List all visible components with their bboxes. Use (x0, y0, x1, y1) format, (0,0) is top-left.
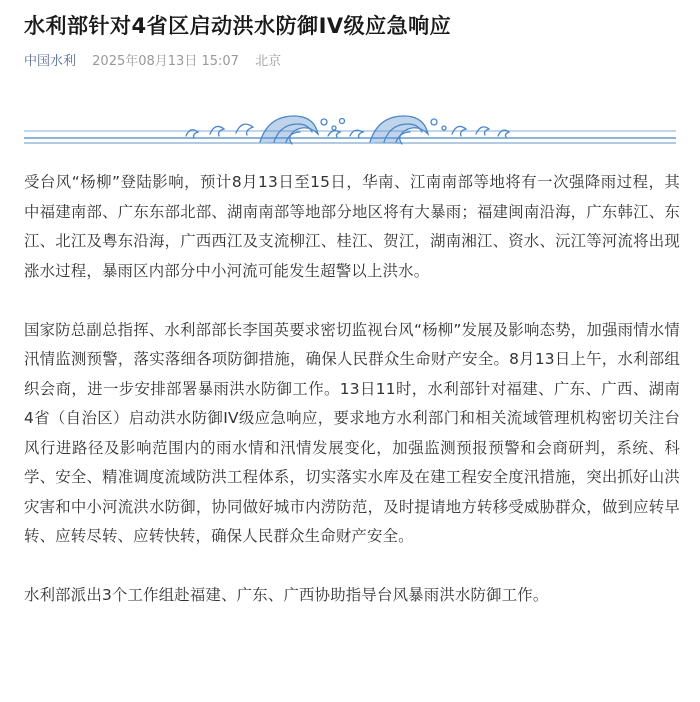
publish-location: 北京 (255, 54, 282, 69)
article-body (24, 168, 680, 611)
source-link[interactable]: 中国水利 (24, 54, 77, 69)
article-title: 水利部针对4省区启动洪水防御IV级应急响应 (24, 14, 452, 38)
paragraph: 受台风“杨柳”登陆影响，预计8月13日至15日，华南、江南南部等地将有一次强降雨过程，其中福建南部、广东东部北部、湖南南部等地部分地区将有大暴雨；福建闽南沿海，广东韩江、东江、北江及粤东沿海，广西西江及支流柳江、桂江、贺江，湖南湘江、资水、沅江等河流将出现涨水过程，暴雨区内部分中小河流可能发生超警以上洪水。 (24, 173, 680, 280)
publish-date: 2025年08月13日 15:07 (92, 54, 239, 69)
paragraph: 国家防总副总指挥、水利部部长李国英要求密切监视台风“杨柳”发展及影响态势，加强雨情水情汛情监测预警，落实落细各项防御措施，确保人民群众生命财产安全。8月13日上午，水利部组织会商，进一步安排部署暴雨洪水防御工作。13日11时，水利部针对福建、广东、广西、湖南4省（自治区）启动洪水防御IV级应急响应，要求地方水利部门和相关流域管理机构密切关注台风行进路径及影响范围内的雨水情和汛情发展变化，加强监测预报预警和会商研判，系统、科学、安全、精准调度流域防洪工程体系，切实落实水库及在建工程安全度汛措施，突出抓好山洪灾害和中小河流洪水防御，协同做好城市内涝防范，及时提请地方转移受威胁群众，做到应转早转、应转尽转、应转快转，确保人民群众生命财产安全。 (24, 320, 680, 545)
wave-divider-icon (24, 112, 676, 152)
article-meta (24, 52, 281, 72)
paragraph: 水利部派出3个工作组赴福建、广东、广西协助指导台风暴雨洪水防御工作。 (24, 586, 549, 604)
